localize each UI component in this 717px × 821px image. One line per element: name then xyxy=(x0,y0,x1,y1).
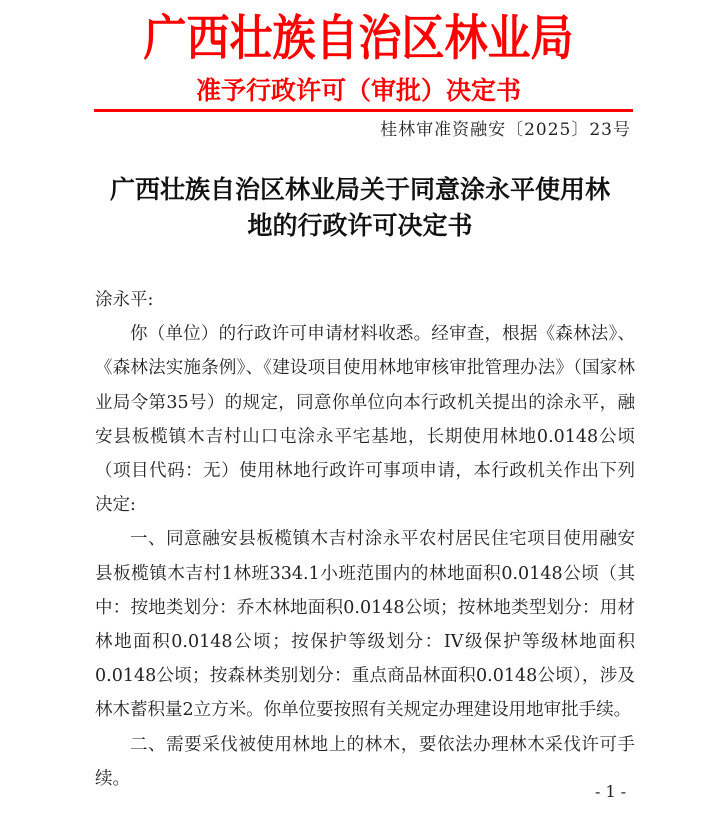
page-number: - 1 - xyxy=(595,782,627,801)
document-title-line-2: 地的行政许可决定书 xyxy=(247,211,473,240)
body-paragraph: 你（单位）的行政许可申请材料收悉。经审查，根据《森林法》、《森林法实施条例》、《建设项目使用林地审核审批管理办法》（国家林业局令第35号）的规定，同意你单位向本行政机关提出的涂永平，融安县板榄镇木吉村山口屯涂永平宅基地，长期使用林地0.0148公顷（项目代码：无）使用林地行政许可事项申请，本行政机关作出下列决定: xyxy=(95,324,635,516)
salutation: 涂永平: xyxy=(95,290,154,310)
body-paragraph: 一、同意融安县板榄镇木吉村涂永平农村居民住宅项目使用融安县板榄镇木吉村1林班334.1小班范围内的林地面积0.0148公顷（其中：按地类划分：乔木林地面积0.0148公顷；按林地类型划分：用材林地面积0.0148公顷；按保护等级划分：IV级保护等级林地面积0.0148公顷；按森林类别划分：重点商品林面积0.0148公顷），涉及林木蓄积量2立方米。你单位要按照有关规定办理建设用地审批手续。 xyxy=(95,529,635,721)
document-title-line-1: 广西壮族自治区林业局关于同意涂永平使用林 xyxy=(109,175,610,204)
document-title xyxy=(90,172,630,244)
issuing-organization: 广西壮族自治区林业局 xyxy=(143,11,574,67)
document-type: 准予行政许可（审批）决定书 xyxy=(195,76,521,105)
red-header-rule xyxy=(94,109,633,112)
document-number: 桂林审准资融安〔2025〕23号 xyxy=(380,120,631,140)
document-body xyxy=(95,283,635,796)
body-paragraph: 二、需要采伐被使用林地上的林木，要依法办理林木采伐许可手续。 xyxy=(95,734,635,789)
